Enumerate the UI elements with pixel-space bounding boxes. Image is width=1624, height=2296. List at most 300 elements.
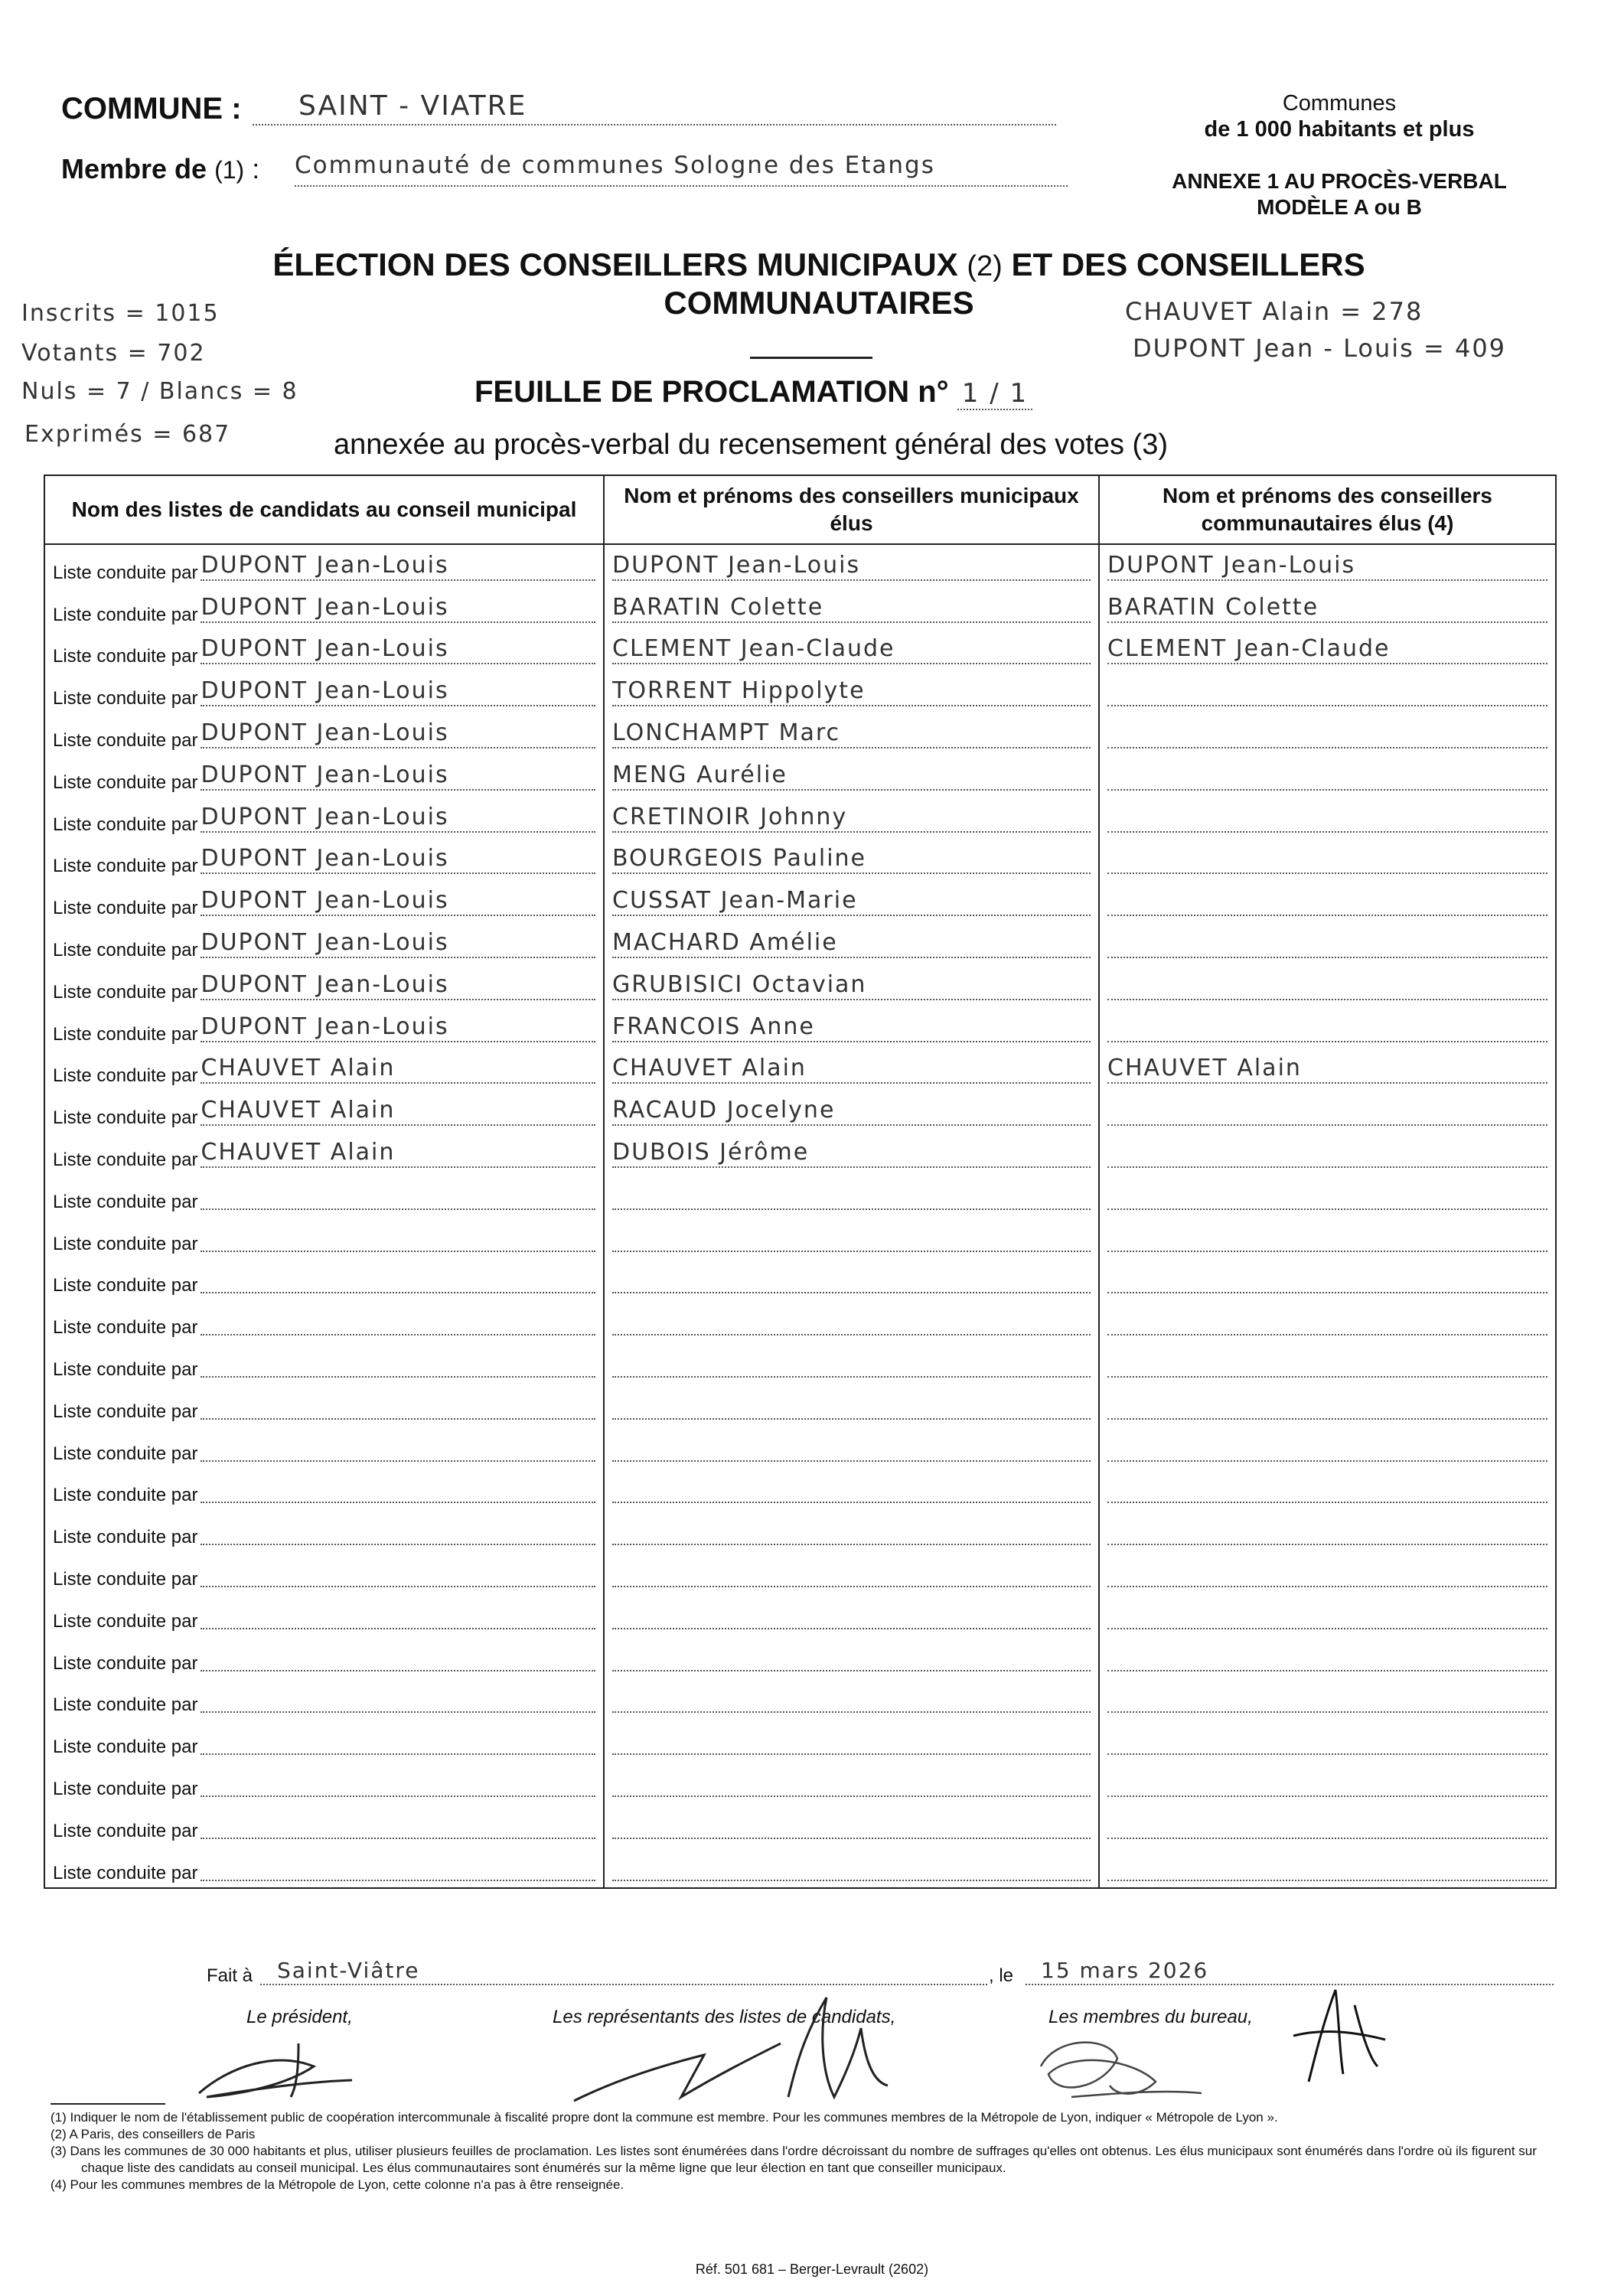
cell-communautaire xyxy=(1099,797,1556,839)
communautaire-elected-field[interactable] xyxy=(1107,929,1547,958)
note-votants: Votants = 702 xyxy=(21,340,206,367)
communautaire-elected-field[interactable] xyxy=(1107,1642,1547,1671)
cell-communautaire xyxy=(1099,1258,1556,1300)
row-prefix: Liste conduite par xyxy=(53,856,198,877)
cell-list xyxy=(44,839,604,881)
list-leader-field[interactable] xyxy=(201,1264,595,1293)
cell-municipal xyxy=(604,1342,1099,1384)
municipal-elected-field[interactable] xyxy=(612,1768,1091,1797)
row-prefix: Liste conduite par xyxy=(53,1065,198,1087)
cell-list xyxy=(44,1719,604,1761)
communautaire-elected-field[interactable] xyxy=(1107,1726,1547,1755)
proclamation-table xyxy=(44,475,1557,1889)
municipal-elected-field[interactable] xyxy=(612,1516,1091,1545)
table-row xyxy=(44,1300,1556,1342)
cell-municipal xyxy=(604,880,1099,922)
cell-list xyxy=(44,1761,604,1803)
row-prefix: Liste conduite par xyxy=(53,1694,198,1716)
communautaire-elected-field[interactable] xyxy=(1107,1097,1547,1126)
row-prefix: Liste conduite par xyxy=(53,771,198,793)
communautaire-elected-field[interactable] xyxy=(1107,804,1547,833)
fait-label: Fait à xyxy=(207,1965,253,1986)
cell-communautaire xyxy=(1099,1509,1556,1551)
row-prefix: Liste conduite par xyxy=(53,1317,198,1339)
list-leader-field[interactable]: DUPONT Jean-Louis xyxy=(201,804,595,833)
table-row xyxy=(44,1049,1556,1091)
cell-communautaire xyxy=(1099,1090,1556,1132)
communautaire-elected-field[interactable]: CHAUVET Alain xyxy=(1107,1055,1547,1084)
cell-list xyxy=(44,755,604,797)
communautaire-elected-field[interactable] xyxy=(1107,1391,1547,1420)
cell-communautaire xyxy=(1099,1803,1556,1845)
feuille-number: 1 / 1 xyxy=(957,378,1032,410)
table-row xyxy=(44,587,1556,629)
cell-municipal xyxy=(604,797,1099,839)
cell-communautaire xyxy=(1099,1049,1556,1091)
cell-list xyxy=(44,713,604,755)
list-leader-field[interactable]: CHAUVET Alain xyxy=(201,1139,595,1168)
cell-communautaire xyxy=(1099,1678,1556,1720)
cell-list xyxy=(44,1678,604,1720)
cell-municipal xyxy=(604,1551,1099,1593)
cell-municipal xyxy=(604,1509,1099,1551)
representants-signature-icon xyxy=(566,1982,918,2112)
title-line-2: COMMUNAUTAIRES xyxy=(664,285,974,321)
note-nuls-blancs: Nuls = 7 / Blancs = 8 xyxy=(21,378,298,405)
cell-communautaire xyxy=(1099,1132,1556,1174)
col-header-lists: Nom des listes de candidats au conseil municipal xyxy=(44,475,604,544)
table-row xyxy=(44,1426,1556,1468)
footnote-3: (3) Dans les communes de 30 000 habitants et plus, utiliser plusieurs feuilles de proclamation. Les listes sont énumérées dans l'ordre décroissant du nombre de suffrages qu'elles ont obtenus. Les élus municipaux sont énumérés dans l'ordre où ils figurent sur chaque liste des candidats au conseil municipal. Les élus communautaires sont énumérés sur la même ligne que leur élection en tant que conseiller municipaux. xyxy=(51,2144,1537,2175)
table-row xyxy=(44,629,1556,671)
cell-municipal xyxy=(604,544,1099,587)
row-prefix: Liste conduite par xyxy=(53,1862,198,1883)
communautaire-elected-field[interactable] xyxy=(1107,1223,1547,1252)
row-prefix: Liste conduite par xyxy=(53,1485,198,1506)
table-row xyxy=(44,1803,1556,1845)
footnote-4: (4) Pour les communes membres de la Métropole de Lyon, cette colonne n'a pas à être renseignée. xyxy=(51,2177,624,2192)
table-row xyxy=(44,1593,1556,1636)
cell-communautaire xyxy=(1099,1174,1556,1216)
municipal-elected-field[interactable] xyxy=(612,1684,1091,1713)
table-row xyxy=(44,755,1556,797)
table-row xyxy=(44,670,1556,713)
row-prefix: Liste conduite par xyxy=(53,1443,198,1464)
communautaire-elected-field[interactable] xyxy=(1107,1181,1547,1210)
cell-municipal xyxy=(604,839,1099,881)
table-row xyxy=(44,964,1556,1006)
municipal-elected-field[interactable]: CRETINOIR Johnny xyxy=(612,804,1091,833)
row-prefix: Liste conduite par xyxy=(53,1610,198,1632)
communautaire-elected-field[interactable] xyxy=(1107,1474,1547,1503)
communautaire-elected-field[interactable]: DUPONT Jean-Louis xyxy=(1107,552,1547,581)
table-row xyxy=(44,544,1556,587)
table-row xyxy=(44,1006,1556,1049)
table-row xyxy=(44,1551,1556,1593)
cell-municipal xyxy=(604,1090,1099,1132)
cell-list xyxy=(44,1174,604,1216)
table-row xyxy=(44,713,1556,755)
communautaire-elected-field[interactable] xyxy=(1107,762,1547,791)
list-leader-field[interactable]: DUPONT Jean-Louis xyxy=(201,929,595,958)
municipal-elected-field[interactable] xyxy=(612,1474,1091,1503)
cell-communautaire xyxy=(1099,1300,1556,1342)
reference: Réf. 501 681 – Berger-Levrault (2602) xyxy=(695,2262,929,2277)
list-leader-field[interactable] xyxy=(201,1684,595,1713)
cell-communautaire xyxy=(1099,587,1556,629)
note-exprimes: Exprimés = 687 xyxy=(24,421,231,448)
cell-municipal xyxy=(604,1761,1099,1803)
representants-label: Les représentants des listes de candidats, xyxy=(553,2007,896,2027)
list-leader-field[interactable] xyxy=(201,1852,595,1881)
table-row xyxy=(44,880,1556,922)
note-result-chauvet: CHAUVET Alain = 278 xyxy=(1125,297,1423,326)
cell-municipal xyxy=(604,1174,1099,1216)
list-leader-field[interactable]: DUPONT Jean-Louis xyxy=(201,719,595,748)
cell-list xyxy=(44,964,604,1006)
list-leader-field[interactable]: DUPONT Jean-Louis xyxy=(201,845,595,874)
list-leader-field[interactable] xyxy=(201,1768,595,1797)
cell-list xyxy=(44,1132,604,1174)
table-row xyxy=(44,1342,1556,1384)
cell-municipal xyxy=(604,1258,1099,1300)
list-leader-field[interactable]: CHAUVET Alain xyxy=(201,1055,595,1084)
list-leader-field[interactable] xyxy=(201,1391,595,1420)
row-prefix: Liste conduite par xyxy=(53,939,198,960)
cell-municipal xyxy=(604,755,1099,797)
list-leader-field[interactable] xyxy=(201,1474,595,1503)
table-row xyxy=(44,1132,1556,1174)
cell-communautaire xyxy=(1099,1426,1556,1468)
membres-label: Les membres du bureau, xyxy=(1048,2007,1253,2027)
municipal-elected-field[interactable] xyxy=(612,1810,1091,1839)
communautaire-elected-field[interactable] xyxy=(1107,1852,1547,1881)
municipal-elected-field[interactable]: CLEMENT Jean-Claude xyxy=(612,635,1091,664)
municipal-elected-field[interactable] xyxy=(612,1391,1091,1420)
communautaire-elected-field[interactable] xyxy=(1107,719,1547,748)
row-prefix: Liste conduite par xyxy=(53,1652,198,1674)
communautaire-elected-field[interactable] xyxy=(1107,1684,1547,1713)
cell-municipal xyxy=(604,1845,1099,1888)
list-leader-field[interactable]: DUPONT Jean-Louis xyxy=(201,635,595,664)
list-leader-field[interactable]: DUPONT Jean-Louis xyxy=(201,552,595,581)
cell-communautaire xyxy=(1099,880,1556,922)
list-leader-field[interactable] xyxy=(201,1433,595,1462)
row-prefix: Liste conduite par xyxy=(53,1023,198,1045)
cell-communautaire xyxy=(1099,629,1556,671)
table-row xyxy=(44,1468,1556,1510)
commune-line: COMMUNE : xyxy=(61,92,242,126)
cell-municipal xyxy=(604,1803,1099,1845)
municipal-elected-field[interactable] xyxy=(612,1642,1091,1671)
communautaire-elected-field[interactable]: BARATIN Colette xyxy=(1107,594,1547,623)
cell-municipal xyxy=(604,1719,1099,1761)
list-leader-field[interactable]: DUPONT Jean-Louis xyxy=(201,887,595,916)
cell-municipal xyxy=(604,1049,1099,1091)
cell-list xyxy=(44,880,604,922)
cell-municipal xyxy=(604,1300,1099,1342)
note-inscrits: Inscrits = 1015 xyxy=(21,300,220,327)
row-prefix: Liste conduite par xyxy=(53,1527,198,1548)
communautaire-elected-field[interactable] xyxy=(1107,1139,1547,1168)
cell-list xyxy=(44,1049,604,1091)
cell-list xyxy=(44,1551,604,1593)
communautaire-elected-field[interactable]: CLEMENT Jean-Claude xyxy=(1107,635,1547,664)
commune-value-text: SAINT - VIATRE xyxy=(298,90,527,122)
feuille-label: FEUILLE DE PROCLAMATION n° xyxy=(474,375,949,409)
cell-municipal xyxy=(604,1426,1099,1468)
row-prefix: Liste conduite par xyxy=(53,1107,198,1129)
list-leader-field[interactable]: DUPONT Jean-Louis xyxy=(201,971,595,1000)
municipal-elected-field[interactable] xyxy=(612,1558,1091,1587)
list-leader-field[interactable] xyxy=(201,1558,595,1587)
cell-communautaire xyxy=(1099,1719,1556,1761)
footnote-divider xyxy=(51,2103,165,2105)
communautaire-elected-field[interactable] xyxy=(1107,1810,1547,1839)
cell-communautaire xyxy=(1099,1551,1556,1593)
municipal-elected-field[interactable]: CHAUVET Alain xyxy=(612,1055,1091,1084)
cell-list xyxy=(44,1468,604,1510)
cell-list xyxy=(44,1342,604,1384)
list-leader-field[interactable] xyxy=(201,1306,595,1336)
footnotes xyxy=(51,2109,1566,2193)
table-row xyxy=(44,1384,1556,1426)
communautaire-elected-field[interactable] xyxy=(1107,845,1547,874)
municipal-elected-field[interactable]: BOURGEOIS Pauline xyxy=(612,845,1091,874)
row-prefix: Liste conduite par xyxy=(53,729,198,751)
communautaire-elected-field[interactable] xyxy=(1107,1558,1547,1587)
cell-communautaire xyxy=(1099,755,1556,797)
table-row xyxy=(44,797,1556,839)
row-prefix: Liste conduite par xyxy=(53,1149,198,1170)
list-leader-field[interactable] xyxy=(201,1181,595,1210)
row-prefix: Liste conduite par xyxy=(53,1233,198,1254)
table-row xyxy=(44,1678,1556,1720)
list-leader-field[interactable]: DUPONT Jean-Louis xyxy=(201,594,595,623)
commune-size-note xyxy=(1194,90,1485,142)
cell-municipal xyxy=(604,1006,1099,1049)
municipal-elected-field[interactable] xyxy=(612,1264,1091,1293)
table-row xyxy=(44,1090,1556,1132)
row-prefix: Liste conduite par xyxy=(53,1358,198,1380)
date-label: , le xyxy=(989,1965,1014,1986)
president-label: Le président, xyxy=(246,2007,353,2027)
communautaire-elected-field[interactable] xyxy=(1107,971,1547,1000)
communautaire-elected-field[interactable] xyxy=(1107,1306,1547,1336)
municipal-elected-field[interactable]: DUPONT Jean-Louis xyxy=(612,552,1091,581)
row-prefix: Liste conduite par xyxy=(53,604,198,625)
municipal-elected-field[interactable]: DUBOIS Jérôme xyxy=(612,1139,1091,1168)
list-leader-field[interactable] xyxy=(201,1726,595,1755)
annexe-note xyxy=(1133,168,1546,220)
list-leader-field[interactable] xyxy=(201,1223,595,1252)
municipal-elected-field[interactable]: MACHARD Amélie xyxy=(612,929,1091,958)
cell-municipal xyxy=(604,1132,1099,1174)
list-leader-field[interactable] xyxy=(201,1810,595,1839)
municipal-elected-field[interactable]: RACAUD Jocelyne xyxy=(612,1097,1091,1126)
membre-line: Membre de (1) : xyxy=(61,153,260,184)
list-leader-field[interactable] xyxy=(201,1600,595,1629)
subtitle: annexée au procès-verbal du recensement général des votes (3) xyxy=(334,429,1168,461)
municipal-elected-field[interactable] xyxy=(612,1852,1091,1881)
fait-value xyxy=(260,1958,987,1985)
cell-municipal xyxy=(604,1384,1099,1426)
cell-communautaire xyxy=(1099,922,1556,964)
table-body xyxy=(44,544,1556,1888)
cell-communautaire xyxy=(1099,964,1556,1006)
cell-municipal xyxy=(604,629,1099,671)
commune-label: COMMUNE xyxy=(61,92,223,126)
cell-communautaire xyxy=(1099,713,1556,755)
cell-list xyxy=(44,1300,604,1342)
commune-value xyxy=(253,90,1056,126)
row-prefix: Liste conduite par xyxy=(53,898,198,919)
cell-communautaire xyxy=(1099,1216,1556,1258)
cell-list xyxy=(44,629,604,671)
row-prefix: Liste conduite par xyxy=(53,814,198,835)
table-row xyxy=(44,922,1556,964)
communautaire-elected-field[interactable] xyxy=(1107,1349,1547,1378)
communautaire-elected-field[interactable] xyxy=(1107,887,1547,916)
list-leader-field[interactable]: CHAUVET Alain xyxy=(201,1097,595,1126)
list-leader-field[interactable] xyxy=(201,1349,595,1378)
right-line-2: de 1 000 habitants et plus xyxy=(1204,117,1475,142)
communautaire-elected-field[interactable] xyxy=(1107,1516,1547,1545)
municipal-elected-field[interactable]: MENG Aurélie xyxy=(612,762,1091,791)
table-row xyxy=(44,1509,1556,1551)
title-divider xyxy=(750,357,872,359)
cell-municipal xyxy=(604,922,1099,964)
note-result-dupont: DUPONT Jean - Louis = 409 xyxy=(1133,334,1507,363)
cell-list xyxy=(44,587,604,629)
municipal-elected-field[interactable]: LONCHAMPT Marc xyxy=(612,719,1091,748)
table-row xyxy=(44,1258,1556,1300)
table-row xyxy=(44,839,1556,881)
communautaire-elected-field[interactable] xyxy=(1107,1768,1547,1797)
president-signature-icon xyxy=(184,2020,367,2112)
municipal-elected-field[interactable]: CUSSAT Jean-Marie xyxy=(612,887,1091,916)
cell-municipal xyxy=(604,1593,1099,1636)
table-row xyxy=(44,1174,1556,1216)
row-prefix: Liste conduite par xyxy=(53,1778,198,1799)
municipal-elected-field[interactable] xyxy=(612,1223,1091,1252)
row-prefix: Liste conduite par xyxy=(53,688,198,709)
cell-list xyxy=(44,922,604,964)
municipal-elected-field[interactable] xyxy=(612,1600,1091,1629)
cell-list xyxy=(44,544,604,587)
row-prefix: Liste conduite par xyxy=(53,1820,198,1841)
table-row xyxy=(44,1636,1556,1678)
municipal-elected-field[interactable]: FRANCOIS Anne xyxy=(612,1013,1091,1042)
cell-communautaire xyxy=(1099,544,1556,587)
row-prefix: Liste conduite par xyxy=(53,646,198,667)
right-line-1: Communes xyxy=(1282,91,1397,116)
cell-communautaire xyxy=(1099,1761,1556,1803)
cell-list xyxy=(44,1426,604,1468)
communautaire-elected-field[interactable] xyxy=(1107,1264,1547,1293)
row-prefix: Liste conduite par xyxy=(53,562,198,583)
col-header-communautaire: Nom et prénoms des conseillers communautaires élus (4) xyxy=(1099,475,1556,544)
cell-list xyxy=(44,1803,604,1845)
title-line-1b: ET DES CONSEILLERS xyxy=(1011,246,1365,282)
footnote-2: (2) A Paris, des conseillers de Paris xyxy=(51,2127,256,2141)
cell-municipal xyxy=(604,713,1099,755)
title-line-1a: ÉLECTION DES CONSEILLERS MUNICIPAUX xyxy=(272,246,958,282)
col-header-municipal: Nom et prénoms des conseillers municipaux élus xyxy=(604,475,1099,544)
membre-value-text: Communauté de communes Sologne des Etangs xyxy=(295,152,935,179)
communautaire-elected-field[interactable] xyxy=(1107,1600,1547,1629)
cell-list xyxy=(44,1636,604,1678)
cell-communautaire xyxy=(1099,1384,1556,1426)
row-prefix: Liste conduite par xyxy=(53,981,198,1003)
annexe-line-1: ANNEXE 1 AU PROCÈS-VERBAL xyxy=(1172,169,1507,193)
cell-list xyxy=(44,1845,604,1888)
table-row xyxy=(44,1761,1556,1803)
cell-list xyxy=(44,1006,604,1049)
cell-municipal xyxy=(604,1678,1099,1720)
feuille-title xyxy=(474,375,1032,409)
title-ref: (2) xyxy=(967,250,1003,282)
membre-ref: (1) xyxy=(214,156,245,184)
cell-communautaire xyxy=(1099,1006,1556,1049)
municipal-elected-field[interactable] xyxy=(612,1181,1091,1210)
row-prefix: Liste conduite par xyxy=(53,1568,198,1590)
cell-list xyxy=(44,797,604,839)
row-prefix: Liste conduite par xyxy=(53,1737,198,1758)
table-row xyxy=(44,1719,1556,1761)
communautaire-elected-field[interactable] xyxy=(1107,677,1547,706)
row-prefix: Liste conduite par xyxy=(53,1401,198,1422)
municipal-elected-field[interactable]: TORRENT Hippolyte xyxy=(612,677,1091,706)
cell-list xyxy=(44,1090,604,1132)
cell-communautaire xyxy=(1099,1636,1556,1678)
table-row xyxy=(44,1845,1556,1888)
cell-communautaire xyxy=(1099,1342,1556,1384)
annexe-line-2: MODÈLE A ou B xyxy=(1257,195,1422,219)
list-leader-field[interactable]: DUPONT Jean-Louis xyxy=(201,1013,595,1042)
bureau-signature-2-icon xyxy=(1263,1975,1416,2089)
communautaire-elected-field[interactable] xyxy=(1107,1433,1547,1462)
list-leader-field[interactable]: DUPONT Jean-Louis xyxy=(201,677,595,706)
cell-list xyxy=(44,670,604,713)
cell-communautaire xyxy=(1099,1468,1556,1510)
municipal-elected-field[interactable] xyxy=(612,1726,1091,1755)
cell-municipal xyxy=(604,964,1099,1006)
municipal-elected-field[interactable]: GRUBISICI Octavian xyxy=(612,971,1091,1000)
communautaire-elected-field[interactable] xyxy=(1107,1013,1547,1042)
list-leader-field[interactable] xyxy=(201,1516,595,1545)
cell-communautaire xyxy=(1099,839,1556,881)
cell-municipal xyxy=(604,1216,1099,1258)
cell-list xyxy=(44,1593,604,1636)
list-leader-field[interactable]: DUPONT Jean-Louis xyxy=(201,762,595,791)
cell-list xyxy=(44,1216,604,1258)
municipal-elected-field[interactable] xyxy=(612,1349,1091,1378)
cell-list xyxy=(44,1258,604,1300)
cell-municipal xyxy=(604,670,1099,713)
cell-municipal xyxy=(604,587,1099,629)
municipal-elected-field[interactable] xyxy=(612,1306,1091,1336)
table-row xyxy=(44,1216,1556,1258)
date-value-text: 15 mars 2026 xyxy=(1041,1958,1209,1983)
cell-list xyxy=(44,1509,604,1551)
cell-municipal xyxy=(604,1636,1099,1678)
list-leader-field[interactable] xyxy=(201,1642,595,1671)
municipal-elected-field[interactable]: BARATIN Colette xyxy=(612,594,1091,623)
row-prefix: Liste conduite par xyxy=(53,1191,198,1212)
footnote-1: (1) Indiquer le nom de l'établissement public de coopération intercommunale à fiscalité propre dont la commune est membre. Pour les communes membres de la Métropole de Lyon, indiquer « Métropole de Lyon ». xyxy=(51,2110,1278,2125)
municipal-elected-field[interactable] xyxy=(612,1433,1091,1462)
